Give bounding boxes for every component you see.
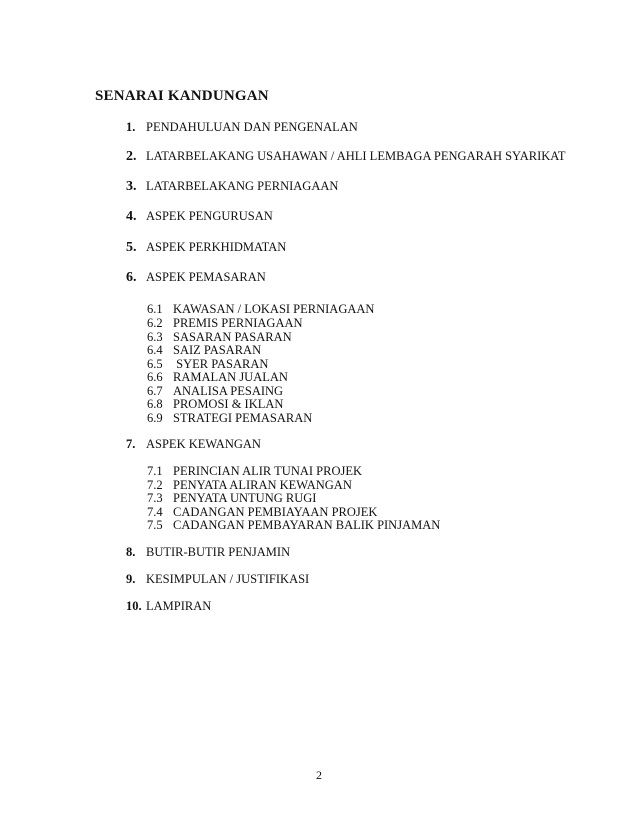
toc-subitem-7-3	[147, 491, 316, 505]
toc-subitem-6-4	[147, 343, 261, 357]
toc-item-1	[126, 120, 358, 135]
toc-subitem-number: 6.5	[147, 357, 163, 371]
toc-subitem-6-5	[147, 357, 268, 371]
toc-item-label: LATARBELAKANG PERNIAGAAN	[146, 179, 339, 193]
toc-item-5	[126, 240, 286, 256]
toc-subitem-number: 6.8	[147, 397, 163, 411]
toc-subitem-number: 7.3	[147, 491, 163, 505]
toc-item-9	[126, 572, 309, 587]
toc-item-label: BUTIR-BUTIR PENJAMIN	[146, 545, 291, 559]
toc-subitem-6-2	[147, 316, 303, 330]
toc-item-2	[126, 149, 566, 165]
toc-item-6	[126, 270, 266, 286]
toc-item-number: 4.	[126, 209, 137, 224]
page-number: 2	[316, 768, 322, 782]
toc-subitem-label: PERINCIAN ALIR TUNAI PROJEK	[173, 464, 363, 478]
toc-item-number: 6.	[126, 270, 137, 285]
toc-subitem-number: 6.2	[147, 316, 163, 330]
toc-item-label: ASPEK KEWANGAN	[146, 437, 261, 451]
toc-item-number: 2.	[126, 149, 137, 164]
toc-item-3	[126, 179, 338, 195]
toc-item-number: 8.	[126, 545, 136, 559]
toc-subitem-6-8	[147, 397, 283, 411]
toc-item-number: 9.	[126, 572, 136, 586]
toc-subitem-label: KAWASAN / LOKASI PERNIAGAAN	[173, 302, 375, 316]
toc-subitem-label: STRATEGI PEMASARAN	[173, 411, 313, 425]
toc-subitem-number: 6.4	[147, 343, 163, 357]
toc-item-number: 10.	[126, 599, 142, 613]
toc-item-label: PENDAHULUAN DAN PENGENALAN	[146, 120, 358, 134]
toc-subitem-6-9	[147, 411, 312, 425]
toc-item-label: LAMPIRAN	[146, 599, 212, 613]
toc-title: SENARAI KANDUNGAN	[95, 88, 269, 104]
toc-item-8	[126, 545, 290, 560]
toc-subitem-number: 6.3	[147, 330, 163, 344]
toc-item-label: LATARBELAKANG USAHAWAN / AHLI LEMBAGA PENGARAH SYARIKAT	[146, 149, 566, 163]
toc-subitem-number: 6.9	[147, 411, 163, 425]
toc-subitem-6-7	[147, 384, 283, 398]
toc-subitem-label: RAMALAN JUALAN	[173, 370, 288, 384]
toc-subitem-7-2	[147, 478, 352, 492]
toc-subitem-label: PENYATA ALIRAN KEWANGAN	[173, 478, 352, 492]
toc-subitem-number: 6.7	[147, 384, 163, 398]
toc-subitem-label: PREMIS PERNIAGAAN	[173, 316, 303, 330]
toc-subitem-label: CADANGAN PEMBIAYAAN PROJEK	[173, 505, 378, 519]
toc-subitem-label: ANALISA PESAING	[173, 384, 284, 398]
toc-subitem-label: PROMOSI & IKLAN	[173, 397, 284, 411]
toc-subitem-7-4	[147, 505, 377, 519]
toc-subitem-7-1	[147, 464, 362, 478]
toc-item-label: ASPEK PERKHIDMATAN	[146, 240, 287, 254]
toc-subitem-7-5	[147, 518, 440, 532]
toc-item-number: 5.	[126, 240, 137, 255]
toc-item-label: KESIMPULAN / JUSTIFIKASI	[146, 572, 310, 586]
toc-item-number: 1.	[126, 120, 136, 134]
toc-item-number: 3.	[126, 179, 137, 194]
toc-subitem-6-3	[147, 330, 292, 344]
toc-item-number: 7.	[126, 437, 136, 451]
toc-item-10	[126, 599, 211, 614]
toc-subitem-label: PENYATA UNTUNG RUGI	[173, 491, 317, 505]
toc-subitem-number: 7.1	[147, 464, 163, 478]
toc-subitem-6-6	[147, 370, 288, 384]
toc-item-7	[126, 437, 261, 452]
toc-item-label: ASPEK PEMASARAN	[146, 270, 266, 284]
toc-subitem-number: 7.5	[147, 518, 163, 532]
toc-subitem-6-1	[147, 302, 374, 316]
toc-item-label: ASPEK PENGURUSAN	[146, 209, 273, 223]
toc-subitem-label: SAIZ PASARAN	[173, 343, 262, 357]
toc-item-4	[126, 209, 273, 225]
toc-subitem-label: SASARAN PASARAN	[173, 330, 292, 344]
toc-subitem-label: CADANGAN PEMBAYARAN BALIK PINJAMAN	[173, 518, 441, 532]
toc-subitem-number: 7.2	[147, 478, 163, 492]
toc-subitem-number: 6.6	[147, 370, 163, 384]
toc-subitem-label: SYER PASARAN	[173, 357, 269, 371]
toc-subitem-number: 6.1	[147, 302, 163, 316]
toc-subitem-number: 7.4	[147, 505, 163, 519]
